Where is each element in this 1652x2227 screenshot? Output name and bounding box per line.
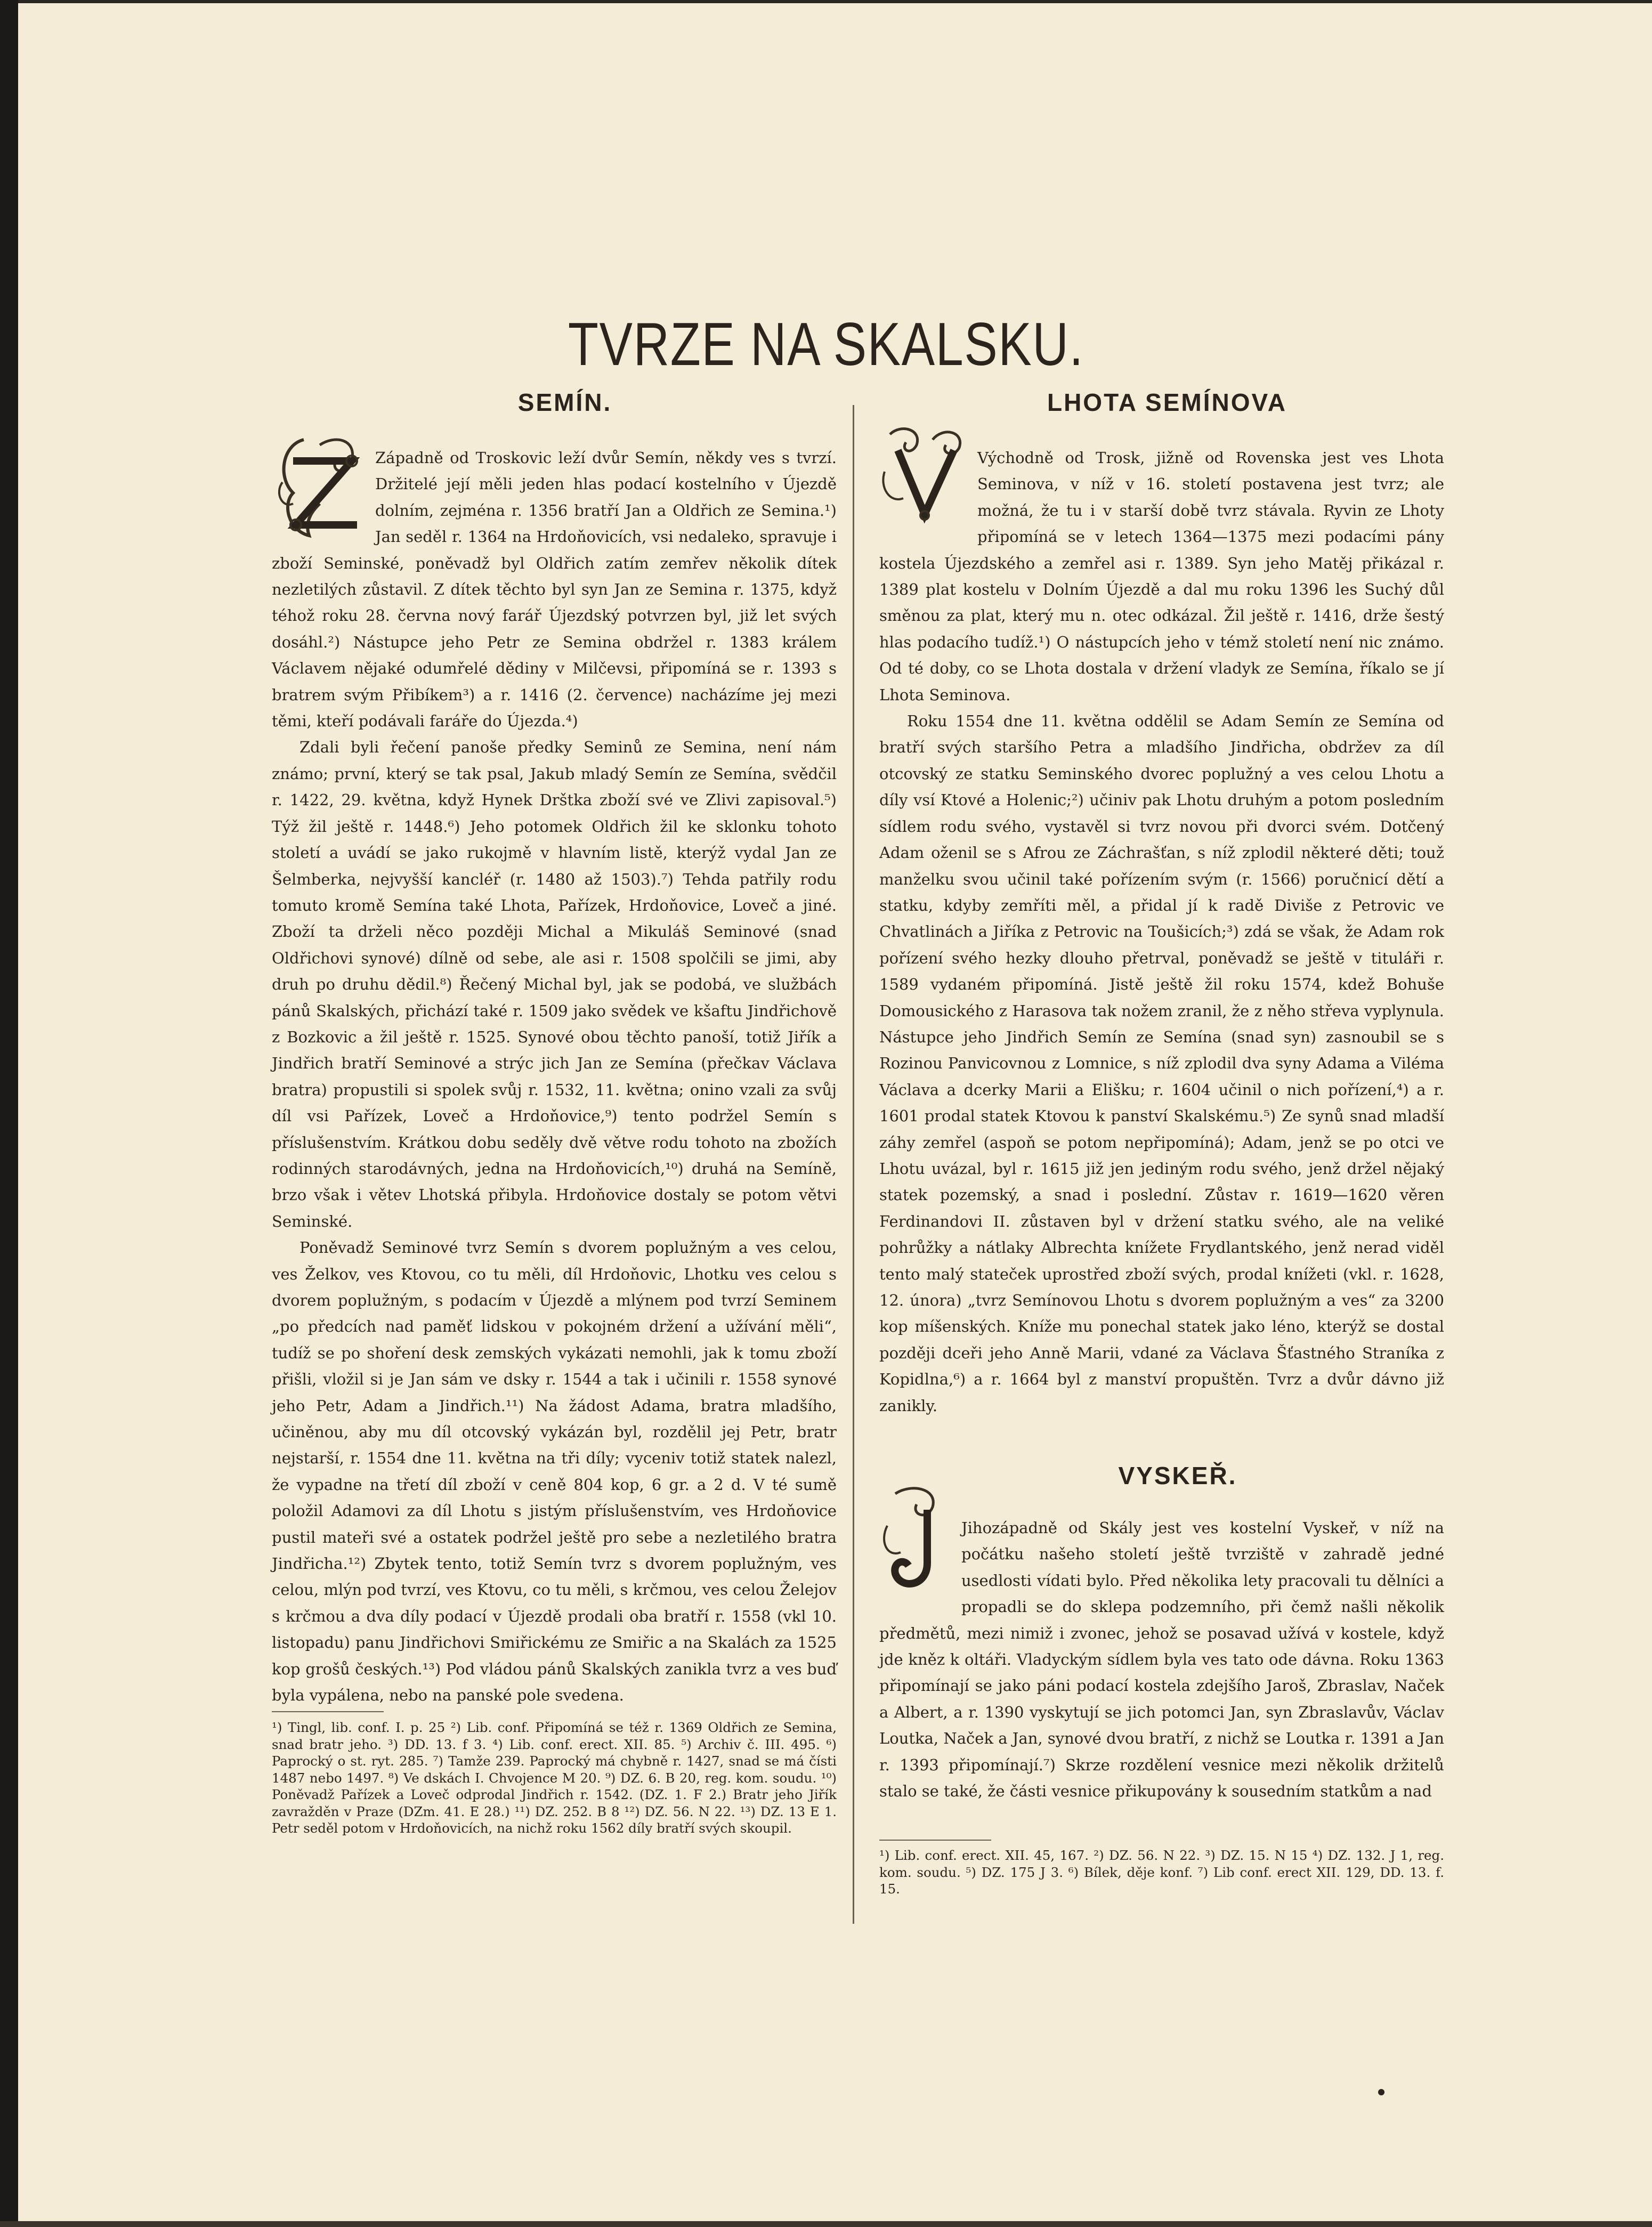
vysker-text [879,1515,1444,1804]
bottom-edge [0,2221,1652,2227]
semin-paragraph-1: Západně od Troskovic leží dvůr Semín, někdy ves s tvrzí. Držitelé její měli jeden hlas podací kostelního v Újezdě dolním, zejména r. 1356 bratří Jan a Oldřich ze Semina.¹) Jan seděl r. 1364 na Hrdoňovicích, vsi nedaleko, spravuje i zboží Seminské, poněvadž byl Oldřich zatím zemřev několik dítek nezletilých zůstavil. Z dítek těchto byl syn Jan ze Semina r. 1375, když téhož roku 28. června nový farář Újezdský potvrzen byl, již let svých dosáhl.²) Nástupce jeho Petr ze Semina obdržel r. 1383 králem Václavem nějaké odumřelé dědiny v Milčevsi, připomíná se r. 1393 s bratrem svým Přibíkem³) a r. 1416 (2. července) nacházíme jej mezi těmi, kteří podávali faráře do Újezda.⁴) [272,449,837,731]
section-heading-semin: SEMÍN. [517,388,612,416]
right-footnotes: ¹) Lib. conf. erect. XII. 45, 167. ²) DZ. 56. N 22. ³) DZ. 15. N 15 ⁴) DZ. 132. J 1, reg. kom. soudu. ⁵) DZ. 175 J 3. ⁶) Bílek, děje konf. ⁷) Lib conf. erect XII. 129, DD. 13. f. 15. [879,1848,1444,1897]
semin-paragraph-3: Poněvadž Seminové tvrz Semín s dvorem poplužným a ves celou, ves Želkov, ves Ktovou, co tu měli, díl Hrdoňovic, Lhotku ves celou s dvorem poplužným, s podacím v Újezdě a mlýnem pod tvrzí Seminem „po předcích nad paměť lidskou v pokojném držení a užívání měli“, tudíž se po shoření desk zemských vykázati nemohli, jak k tomu zboží přišli, vložil si je Jan sám ve dsky r. 1544 a tak i učinili r. 1558 synové jeho Petr, Adam a Jindřich.¹¹) Na žádost Adama, bratra mladšího, učiněnou, aby mu díl otcovský vykázán byl, rozdělil jej Petr, bratr nejstarší, r. 1554 dne 11. května na tři díly; vyceniv totiž statek nalezl, že vypadne na třetí díl zboží v ceně 804 kop, 6 gr. a 2 d. V té sumě položil Adamovi za díl Lhotu s jistým příslušenstvím, ves Hrdoňovice pustil mateři své a ostatek podržel ještě pro sebe a nezletilého bratra Jindřicha.¹²) Zbytek tento, totiž Semín tvrz s dvorem poplužným, ves celou, mlýn pod tvrzí, ves Ktovu, co tu měli, s krčmou, ves celou Želejov s krčmou a dva díly podací v Újezdě prodali oba bratří r. 1558 (vkl 10. listopadu) panu Jindřichovi Smiřickému ze Smiřic a na Skalách za 1525 kop grošů českých.¹³) Pod vládou pánů Skalských zanikla tvrz a ves buď byla vypálena, nebo na panské pole svedena. [272,1238,837,1705]
semin-text [272,445,837,1709]
top-edge [0,0,1652,3]
decorated-initial-j-icon [879,1483,954,1595]
semin-paragraph-2: Zdali byli řečení panoše předky Seminů ze Semina, není nám známo; první, který se tak psal, Jakub mladý Semín ze Semína, svědčil r. 1422, 29. května, když Hynek Drštka zboží své ve Zlivi zapisoval.⁵) Týž žil ještě r. 1448.⁶) Jeho potomek Oldřich žil ke sklonku tohoto století a uvádí se jako rukojmě v hlavním listě, kterýž vydal Jan ze Šelmberka, nejvyšší kancléř (r. 1480 až 1503).⁷) Tehda patřily rodu tomuto kromě Semína také Lhota, Pařízek, Hrdoňovice, Loveč a jiné. Zboží ta drželi něco později Michal a Mikuláš Seminové (snad Oldřichovi synové) dílně od sebe, ale asi r. 1508 spolčili se jimi, aby druh po druhu dědil.⁸) Řečený Michal byl, jak se podobá, ve službách pánů Skalských, přichází také r. 1509 jako svědek ve kšaftu Jindřichově z Bozkovic a žil ještě r. 1525. Synové obou těchto panoší, totiž Jiřík a Jindřich bratří Seminové a strýc jich Jan ze Semína (přečkav Václava bratra) propustili si spolek svůj r. 1532, 11. května; onino vzali za svůj díl vsi Pařízek, Loveč a Hrdoňovice,⁹) tento podržel Semín s příslušenstvím. Krátkou dobu seděly dvě větve rodu tohoto na zbožích rodinných starodávných, jedna na Hrdoňovicích,¹⁰) druhá na Semíně, brzo však i větev Lhotská přibyla. Hrdoňovice dostaly se potom větvi Seminské. [272,738,837,1230]
decorated-initial-z-icon [272,429,368,541]
page-title: TVRZE NA SKALSKU. [568,311,1084,379]
section-heading-lhota: LHOTA SEMÍNOVA [1047,388,1287,416]
section-heading-vysker: VYSKEŘ. [1118,1462,1237,1489]
semin-footnotes: ¹) Tingl, lib. conf. I. p. 25 ²) Lib. conf. Připomíná se též r. 1369 Oldřich ze Semina, snad bratr jeho. ³) DD. 13. f 3. ⁴) Lib. conf. erect. XII. 85. ⁵) Archiv č. III. 495. ⁶) Paprocký o st. ryt. 285. ⁷) Tamže 239. Paprocký má chybně r. 1427, snad se má čísti 1487 nebo 1497. ⁸) Ve dskách I. Chvojence M 20. ⁹) DZ. 6. B 20, reg. kom. soudu. ¹⁰) Poněvadž Pařízek a Loveč odprodal Jindřich r. 1542. (DZ. 1. F 2.) Bratr jeho Jiřík zavražděn v Praze (DZm. 41. E 28.) ¹¹) DZ. 252. B 8 ¹²) DZ. 56. N 22. ¹³) DZ. 13 E 1. Petr seděl potom v Hrdoňovicích, na nichž roku 1562 díly bratří svých skoupil. [272,1720,837,1836]
vysker-paragraph-1: Jihozápadně od Skály jest ves kostelní Vyskeř, v níž na počátku našeho století ještě tvrziště v zahradě jedné usedlosti vídati bylo. Před několika lety pracovali tu dělníci a propadli se do sklepa podzemního, při čemž našli několik předmětů, mezi nimiž i zvonec, jehož se posavad užívá v kostele, když jde kněz k oltáři. Vladyckým sídlem byla ves tato ode dávna. Roku 1363 připomínají se jako páni podací kostela zdejšího Jaroš, Zbraslav, Naček a Albert, a r. 1390 vyskytují se jich potomci Jan, syn Zbraslavův, Václav Loutka, Naček a Jan, synové dvou bratří, z nichž se Loutka r. 1391 a Jan r. 1393 připomínají.⁷) Skrze rozdělení vesnice mezi několik držitelů stalo se také, že části vesnice přikupovány k sousedním statkům a nad [879,1519,1444,1801]
footnote-rule-right [879,1840,991,1841]
lhota-paragraph-2: Roku 1554 dne 11. května oddělil se Adam Semín ze Semína od bratří svých staršího Petra a mladšího Jindřicha, obdržev za díl otcovský ze statku Seminského dvorec poplužný a ves celou Lhotu a díly vsí Ktové a Holenic;²) učiniv pak Lhotu druhým a potom posledním sídlem rodu svého, vystavěl si tvrz novou při dvorci svém. Dotčený Adam oženil se s Afrou ze Záchrašťan, s níž zplodil některé děti; touž manželku svou učinil také pořízením svým (r. 1566) poručnicí dětí a statku, kdyby zemříti měl, a přidal jí k radě Diviše z Petrovic ve Chvatlinách a Jiříka z Petrovic na Toušicích;³) zdá se však, že Adam rok pořízení svého hezky dlouho přetrval, poněvadž se ještě v tituláři r. 1589 vydaném připomíná. Jistě ještě žil roku 1574, kdež Bohuše Domousického z Harasova tak nožem zranil, že z něho střeva vyplynula. Nástupce jeho Jindřich Semín ze Semína (snad syn) zasnoubil se s Rozinou Panvicovnou z Lomnice, s níž zplodil dva syny Adama a Viléma Václava a dcerky Marii a Elišku; r. 1604 učinil o nich pořízení,⁴) a r. 1601 prodal statek Ktovou k panství Skalskému.⁵) Ze synů snad mladší záhy zemřel (aspoň se potom nepřipomíná); Adam, jenž se po otci ve Lhotu uvázal, byl r. 1615 již jen jediným rodu svého, jenž držel nějaký statek pozemský, a snad i poslední. Zůstav r. 1619—1620 věren Ferdinandovi II. zůstaven byl v držení statku svého, ale na veliké pohrůžky a nátlaky Albrechta knížete Frydlantského, jenž nerad viděl tento malý stateček uprostřed zboží svých, prodal knížeti (vkl. r. 1628, 12. února) „tvrz Semínovou Lhotu s dvorem poplužným a ves“ za 3200 kop míšenských. Kníže mu ponechal statek jako léno, kterýž se dostal později dceři jeho Anně Marii, vdané za Václava Šťastného Straníka z Kopidlna,⁶) a r. 1664 byl z manství propuštěn. Tvrz a dvůr dávno již zanikly. [879,712,1444,1415]
decorated-initial-v-icon [879,424,970,525]
page-speck [1378,2089,1384,2095]
footnote-rule-left [272,1711,384,1712]
column-divider [853,405,854,1924]
lhota-text [879,445,1444,1419]
lhota-paragraph-1: Východně od Trosk, jižně od Rovenska jest ves Lhota Seminova, v níž v 16. století postavena jest tvrz; ale možná, že tu i v starší době tvrz stávala. Ryvin ze Lhoty připomíná se v letech 1364—1375 mezi podacími pány kostela Újezdského a zemřel asi r. 1389. Syn jeho Matěj přikázal r. 1389 plat kostelu v Dolním Újezdě a dal mu roku 1396 les Suchý důl směnou za plat, který mu n. otec odkázal. Žil ještě r. 1416, drže šestý hlas podacího tudíž.¹) O nástupcích jeho v témž století není nic známo. Od té doby, co se Lhota dostala v držení vladyk ze Semína, říkalo se jí Lhota Seminova. [879,449,1444,704]
left-binding-edge [0,0,18,2227]
